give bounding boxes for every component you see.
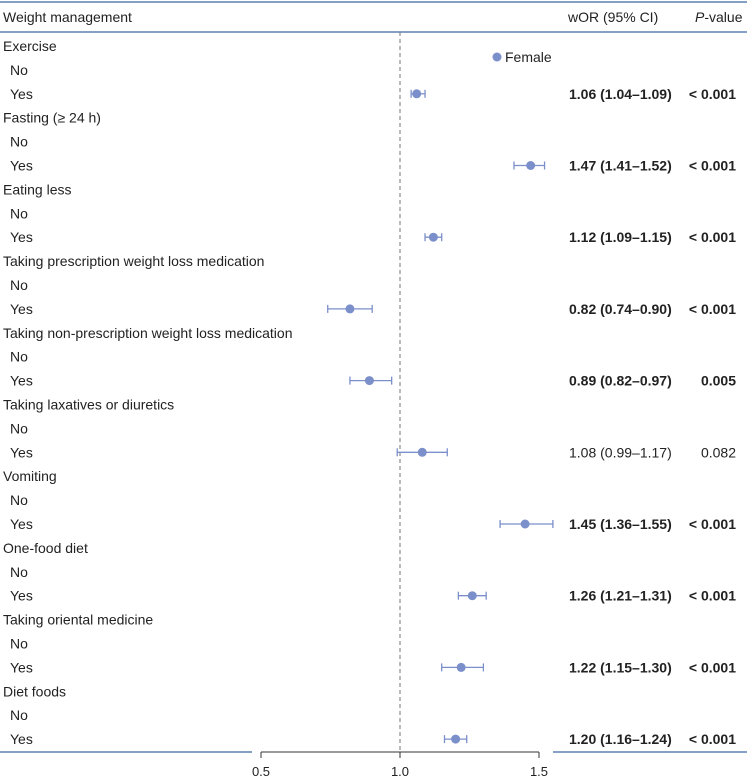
group-label: Vomiting bbox=[3, 468, 57, 485]
p-value: < 0.001 bbox=[688, 516, 736, 532]
level-label: Yes bbox=[10, 516, 33, 532]
wor-value: 1.47 (1.41–1.52) bbox=[569, 157, 672, 174]
ref-level-label: No bbox=[10, 707, 28, 724]
p-value: < 0.001 bbox=[688, 300, 736, 317]
level-label: Yes bbox=[10, 444, 33, 461]
level-label: Yes bbox=[10, 372, 33, 389]
ref-level-label: No bbox=[10, 133, 28, 150]
group-label: Eating less bbox=[3, 181, 72, 198]
ref-level-label: No bbox=[10, 277, 28, 293]
ref-level-label: No bbox=[10, 348, 28, 365]
group-label: Taking oriental medicine bbox=[3, 611, 154, 628]
p-value: < 0.001 bbox=[688, 659, 736, 676]
legend-marker bbox=[493, 53, 502, 62]
group-label: Taking non-prescription weight loss medication bbox=[3, 324, 293, 341]
wor-value: 1.26 (1.21–1.31) bbox=[569, 587, 672, 604]
level-label: Yes bbox=[10, 587, 33, 604]
level-label: Yes bbox=[10, 85, 33, 102]
p-value: < 0.001 bbox=[688, 587, 736, 604]
p-value: < 0.001 bbox=[688, 731, 736, 748]
x-tick-label: 1.0 bbox=[390, 764, 410, 779]
wor-value: 1.06 (1.04–1.09) bbox=[569, 85, 672, 102]
x-tick-label: 1.5 bbox=[529, 764, 549, 779]
legend-label: Female bbox=[505, 49, 552, 65]
point-estimate bbox=[429, 233, 438, 242]
p-value: < 0.001 bbox=[688, 85, 736, 102]
wor-value: 1.12 (1.09–1.15) bbox=[569, 229, 672, 246]
ref-level-label: No bbox=[10, 635, 28, 652]
group-label: Taking laxatives or diuretics bbox=[3, 396, 175, 413]
level-label: Yes bbox=[10, 659, 33, 676]
group-label: Fasting (≥ 24 h) bbox=[3, 109, 101, 126]
ref-level-label: No bbox=[10, 563, 28, 580]
p-value: 0.005 bbox=[700, 372, 736, 389]
wor-value: 0.82 (0.74–0.90) bbox=[569, 300, 672, 317]
wor-value: 1.08 (0.99–1.17) bbox=[569, 444, 672, 461]
level-label: Yes bbox=[10, 300, 33, 317]
p-value: 0.082 bbox=[700, 444, 736, 461]
ref-level-label: No bbox=[10, 205, 28, 222]
header-pvalue-rest: -value bbox=[704, 9, 743, 25]
ref-level-label: No bbox=[10, 61, 28, 78]
x-axis bbox=[252, 752, 548, 779]
p-value: < 0.001 bbox=[688, 229, 736, 246]
wor-value: 1.22 (1.15–1.30) bbox=[569, 659, 672, 676]
level-label: Yes bbox=[10, 229, 33, 246]
point-estimate bbox=[468, 591, 477, 600]
ref-level-label: No bbox=[10, 492, 28, 509]
wor-value: 1.20 (1.16–1.24) bbox=[569, 731, 672, 748]
point-estimate bbox=[345, 304, 354, 313]
header-wor: wOR (95% CI) bbox=[568, 9, 659, 25]
ref-level-label: No bbox=[10, 420, 28, 437]
level-label: Yes bbox=[10, 157, 33, 174]
rows bbox=[3, 38, 736, 747]
point-estimate bbox=[451, 735, 460, 744]
point-estimate bbox=[412, 89, 421, 98]
level-label: Yes bbox=[10, 731, 33, 748]
p-value: < 0.001 bbox=[688, 157, 736, 174]
group-label: Taking prescription weight loss medication bbox=[3, 253, 265, 270]
wor-value: 1.45 (1.36–1.55) bbox=[569, 516, 672, 532]
x-tick-label: 0.5 bbox=[251, 764, 271, 779]
header-pvalue-italic: P bbox=[695, 9, 705, 25]
point-estimate bbox=[521, 520, 530, 529]
group-label: Diet foods bbox=[3, 683, 67, 700]
point-estimate bbox=[365, 376, 374, 385]
header-pvalue bbox=[695, 9, 743, 25]
point-estimate bbox=[418, 448, 427, 457]
wor-value: 0.89 (0.82–0.97) bbox=[569, 372, 672, 389]
group-label: One-food diet bbox=[3, 539, 88, 556]
group-label: Exercise bbox=[3, 38, 57, 54]
point-estimate bbox=[526, 161, 535, 170]
header-category: Weight management bbox=[3, 9, 132, 25]
point-estimate bbox=[457, 663, 466, 672]
